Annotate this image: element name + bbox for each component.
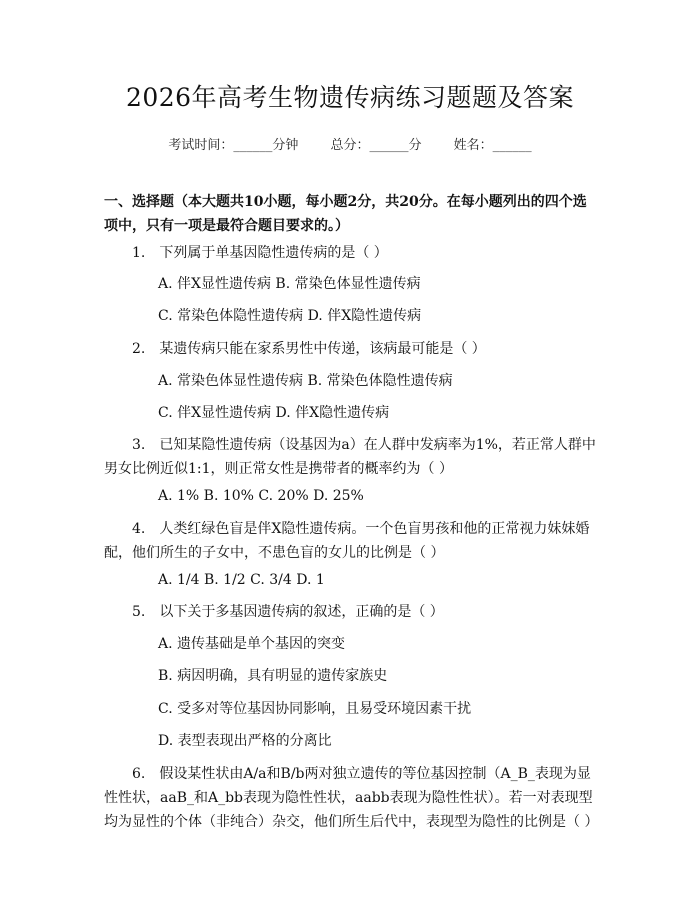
question-3-options: A. 1% B. 10% C. 20% D. 25% — [158, 488, 364, 504]
question-5-stem: 5. 以下关于多基因遗传病的叙述，正确的是（ ） — [132, 604, 444, 620]
total-score-field: 总分：______分 — [330, 138, 422, 153]
exam-time-field: 考试时间：______分钟 — [168, 138, 299, 153]
question-2-options-line-1: A. 常染色体显性遗传病 B. 常染色体隐性遗传病 — [158, 373, 453, 389]
question-1-stem: 1. 下列属于单基因隐性遗传病的是（ ） — [132, 245, 388, 261]
question-5-option-b: B. 病因明确，具有明显的遗传家族史 — [158, 668, 388, 684]
question-4-stem: 4. 人类红绿色盲是伴X隐性遗传病。一个色盲男孩和他的正常视力妹妹婚配，他们所生的子女中，不患色盲的女儿的比例是（ ） — [104, 521, 590, 561]
question-2-options-line-2: C. 伴X显性遗传病 D. 伴X隐性遗传病 — [158, 405, 390, 421]
question-1-options-line-2: C. 常染色体隐性遗传病 D. 伴X隐性遗传病 — [158, 308, 422, 324]
page-title: 2026年高考生物遗传病练习题题及答案 — [125, 83, 575, 112]
question-5-option-d: D. 表型表现出严格的分离比 — [158, 733, 332, 749]
question-3-stem: 3. 已知某隐性遗传病（设基因为a）在人群中发病率为1%，若正常人群中男女比例近似1:1，则正常女性是携带者的概率约为（ ） — [104, 437, 596, 477]
question-5-option-a: A. 遗传基础是单个基因的突变 — [158, 636, 346, 652]
section-heading: 一、选择题（本大题共10小题，每小题2分，共20分。在每小题列出的四个选项中，只有一项是最符合题目要求的。） — [104, 194, 587, 234]
question-2-stem: 2. 某遗传病只能在家系男性中传递，该病最可能是（ ） — [132, 341, 486, 357]
question-5-option-c: C. 受多对等位基因协同影响，且易受环境因素干扰 — [158, 701, 472, 717]
question-4-options: A. 1/4 B. 1/2 C. 3/4 D. 1 — [158, 572, 325, 588]
question-1-options-line-1: A. 伴X显性遗传病 B. 常染色体显性遗传病 — [158, 276, 421, 292]
student-name-field: 姓名：______ — [453, 138, 532, 153]
exam-meta — [0, 134, 700, 153]
question-6-stem: 6. 假设某性状由A/a和B/b两对独立遗传的等位基因控制（A_B_表现为显性性状，aaB_和A_bb表现为隐性性状，aabb表现为隐性性状）。若一对表现型均为显性的个体（非纯合）杂交，他们所生后代中，表现型为隐性的比例是（ ） — [104, 766, 599, 830]
